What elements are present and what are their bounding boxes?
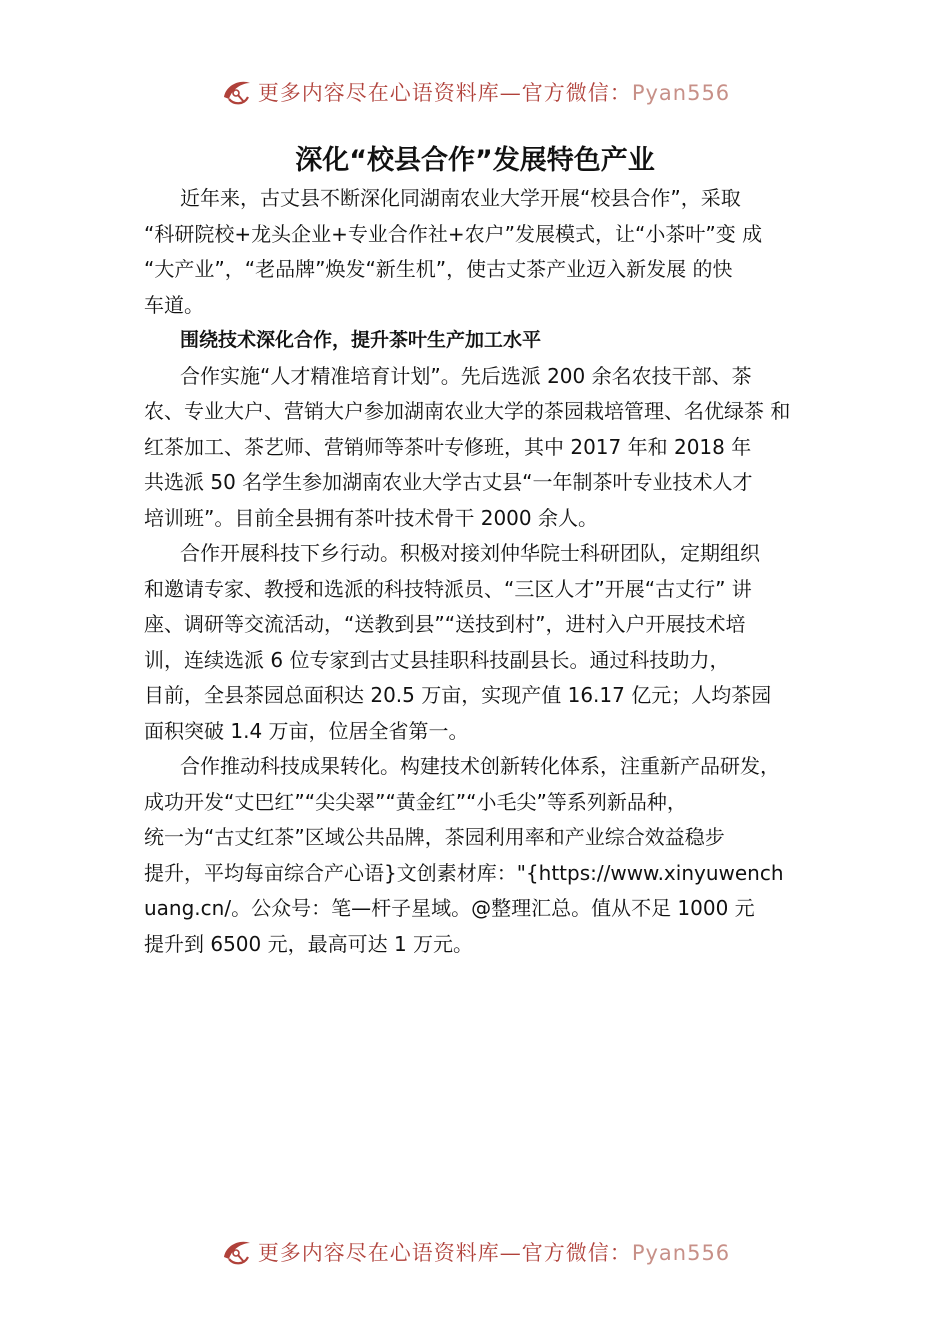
- footer-banner: [0, 1232, 950, 1272]
- paragraph-line: “科研院校+龙头企业+专业合作社+农户”发展模式，让“小茶叶”变 成: [144, 221, 763, 246]
- paragraph-line: 目前，全县茶园总面积达 20.5 万亩，实现产值 16.17 亿元；人均茶园: [144, 683, 772, 707]
- article-body: [144, 181, 816, 962]
- banner-text: 更多内容尽在心语资料库—官方微信：Pyan556: [257, 1241, 731, 1265]
- header-banner: [0, 72, 950, 112]
- paragraph-line: 近年来，古丈县不断深化同湖南农业大学开展“校县合作”，采取: [180, 186, 741, 210]
- paragraph-line: 农、专业大户、营销大户参加湖南农业大学的茶园栽培管理、名优绿茶 和: [144, 399, 791, 423]
- pen-swoosh-logo-icon: [220, 75, 254, 109]
- paragraph-line: 共选派 50 名学生参加湖南农业大学古丈县“一年制茶叶专业技术人才: [144, 470, 753, 494]
- paragraph-line: 提升到 6500 元，最高可达 1 万元。: [144, 931, 474, 956]
- paragraph-line: 提升，平均每亩综合产心语}文创素材库："{https://www.xinyuwench: [144, 860, 784, 885]
- paragraph-line: uang.cn/。公众号：笔—杆子星域。@整理汇总。值从不足 1000 元: [144, 896, 755, 920]
- paragraph-line: 和邀请专家、教授和选派的科技特派员、“三区人才”开展“古丈行” 讲: [144, 576, 752, 601]
- paragraph-line: 合作实施“人才精准培育计划”。先后选派 200 余名农技干部、茶: [180, 363, 752, 388]
- wechat-id: Pyan556: [631, 81, 731, 105]
- paragraph-line: 座、调研等交流活动，“送教到县”“送技到村”，进村入户开展技术培: [144, 612, 746, 636]
- banner-text: 更多内容尽在心语资料库—官方微信：Pyan556: [257, 81, 731, 105]
- paragraph-line: 统一为“古丈红茶”区域公共品牌，茶园利用率和产业综合效益稳步: [144, 825, 725, 849]
- page-title: 深化“校县合作”发展特色产业: [295, 145, 655, 176]
- paragraph-line: 成功开发“丈巴红”“尖尖翠”“黄金红”“小毛尖”等系列新品种，: [144, 789, 687, 814]
- paragraph-line: 合作推动科技成果转化。构建技术创新转化体系，注重新产品研发，: [180, 754, 780, 778]
- paragraph-line: 培训班”。目前全县拥有茶叶技术骨干 2000 余人。: [144, 505, 598, 530]
- paragraph-line: 车道。: [144, 292, 204, 317]
- paragraph-line: “大产业”，“老品牌”焕发“新生机”，使古丈茶产业迈入新发展 的快: [144, 257, 733, 281]
- paragraph-line: 红茶加工、茶艺师、营销师等茶叶专修班，其中 2017 年和 2018 年: [144, 434, 752, 459]
- paragraph-line: 面积突破 1.4 万亩，位居全省第一。: [144, 718, 469, 743]
- wechat-id: Pyan556: [631, 1241, 731, 1265]
- paragraph-line: 合作开展科技下乡行动。积极对接刘仲华院士科研团队，定期组织: [180, 541, 760, 565]
- pen-swoosh-logo-icon: [220, 1235, 254, 1269]
- section-heading: 围绕技术深化合作，提升茶叶生产加工水平: [180, 329, 542, 351]
- paragraph-line: 训，连续选派 6 位专家到古丈县挂职科技副县长。通过科技助力，: [144, 647, 730, 672]
